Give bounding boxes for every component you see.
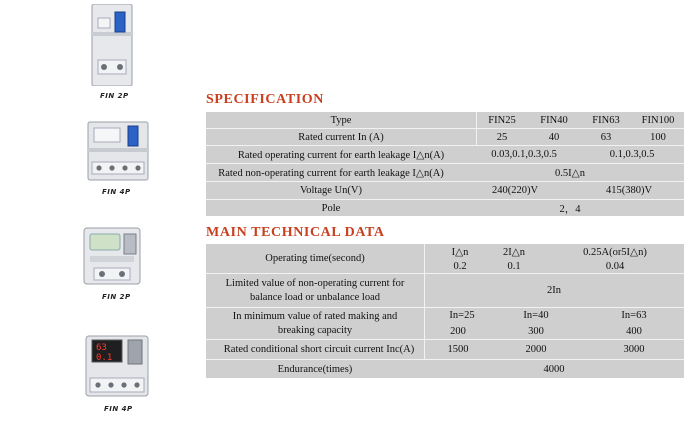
product-label: FIN 4P	[104, 405, 133, 413]
pole-value: 2，4	[559, 203, 581, 215]
operating-time-header-2: 2I△n	[502, 246, 526, 258]
making-capacity-label-line-2: breaking capacity	[277, 324, 353, 336]
non-operating-current-label: Rated non-operating current for earth leakage I△n(A)	[218, 167, 444, 179]
making-capacity-label-line-1: In minimum value of rated making and	[232, 310, 398, 322]
spec-row-non-operating-current	[206, 164, 684, 182]
specification-table	[206, 112, 684, 216]
voltage-value-a: 240(220)V	[491, 185, 539, 196]
type-fin25: FIN25	[488, 114, 516, 126]
product-label: FIN 2P	[102, 293, 131, 301]
tech-row-operating-time	[206, 244, 684, 274]
limited-value-label	[206, 274, 424, 307]
making-value-63: 400	[626, 326, 642, 337]
limited-value: 2In	[547, 285, 561, 296]
tech-row-making-capacity	[206, 308, 684, 340]
making-header-63: In=63	[621, 310, 647, 321]
operating-current-value-b: 0.1,0.3,0.5	[609, 149, 655, 160]
rated-current-63: 63	[600, 131, 612, 143]
operating-time-header-3: 0.25A(or5I△n)	[583, 246, 647, 258]
operating-current-value-a: 0.03,0.1,0.3,0.5	[491, 149, 557, 160]
spec-row-voltage	[206, 182, 684, 200]
making-capacity-label	[206, 308, 424, 339]
making-value-40: 300	[528, 326, 544, 337]
product-fin-4p-image	[84, 334, 150, 398]
spec-row-rated-current	[206, 129, 684, 146]
short-circuit-label: Rated conditional short circuit current Inc(A)	[223, 344, 415, 355]
rated-current-100: 100	[650, 131, 666, 143]
product-label: FIN 2P	[100, 92, 129, 100]
technical-data-table	[206, 244, 684, 378]
type-label: Type	[330, 114, 352, 126]
limited-value-label-line-1: Limited value of non-operating current for	[225, 277, 405, 289]
operating-time-value-2: 0.1	[507, 260, 521, 272]
product-fin-2p-image	[88, 4, 136, 86]
endurance-value: 4000	[543, 363, 565, 375]
operating-time-header-1: I△n	[451, 246, 469, 258]
technical-data-heading: MAIN TECHNICAL DATA	[206, 225, 385, 240]
column-divider	[476, 112, 477, 146]
display-value-top: 63	[96, 343, 107, 353]
column-divider	[424, 244, 425, 360]
pole-label: Pole	[321, 202, 341, 214]
non-operating-current-value: 0.5I△n	[555, 167, 585, 179]
product-fin-4p-image	[86, 118, 150, 182]
short-circuit-value-63: 3000	[623, 344, 645, 355]
short-circuit-value-25: 1500	[447, 344, 469, 355]
type-fin40: FIN40	[540, 114, 568, 126]
type-fin100: FIN100	[641, 114, 675, 126]
spec-row-pole	[206, 200, 684, 216]
making-value-25: 200	[450, 326, 466, 337]
tech-row-endurance	[206, 360, 684, 378]
short-circuit-value-40: 2000	[525, 344, 547, 355]
operating-time-value-3: 0.04	[605, 260, 625, 272]
product-label: FIN 4P	[102, 188, 131, 196]
making-header-25: In=25	[449, 310, 475, 321]
rated-current-40: 40	[548, 131, 560, 143]
rated-current-label: Rated current In (A)	[298, 131, 384, 143]
rated-current-25: 25	[496, 131, 508, 143]
tech-row-limited-value	[206, 274, 684, 308]
type-fin63: FIN63	[592, 114, 620, 126]
spec-row-operating-current	[206, 146, 684, 164]
operating-current-label: Rated operating current for earth leakage I△n(A)	[237, 149, 445, 161]
endurance-label: Endurance(times)	[277, 363, 353, 375]
tech-row-short-circuit	[206, 340, 684, 360]
making-header-40: In=40	[523, 310, 549, 321]
operating-time-value-1: 0.2	[453, 260, 467, 272]
voltage-value-b: 415(380)V	[605, 185, 653, 196]
voltage-label: Voltage Un(V)	[300, 185, 362, 196]
operating-time-label: Operating time(second)	[265, 253, 365, 264]
limited-value-label-line-2: balance load or unbalance load	[249, 291, 381, 303]
specification-heading: SPECIFICATION	[206, 92, 325, 107]
spec-row-type	[206, 112, 684, 129]
display-value-bottom: 0.1	[96, 353, 113, 363]
product-fin-2p-image	[80, 226, 144, 286]
